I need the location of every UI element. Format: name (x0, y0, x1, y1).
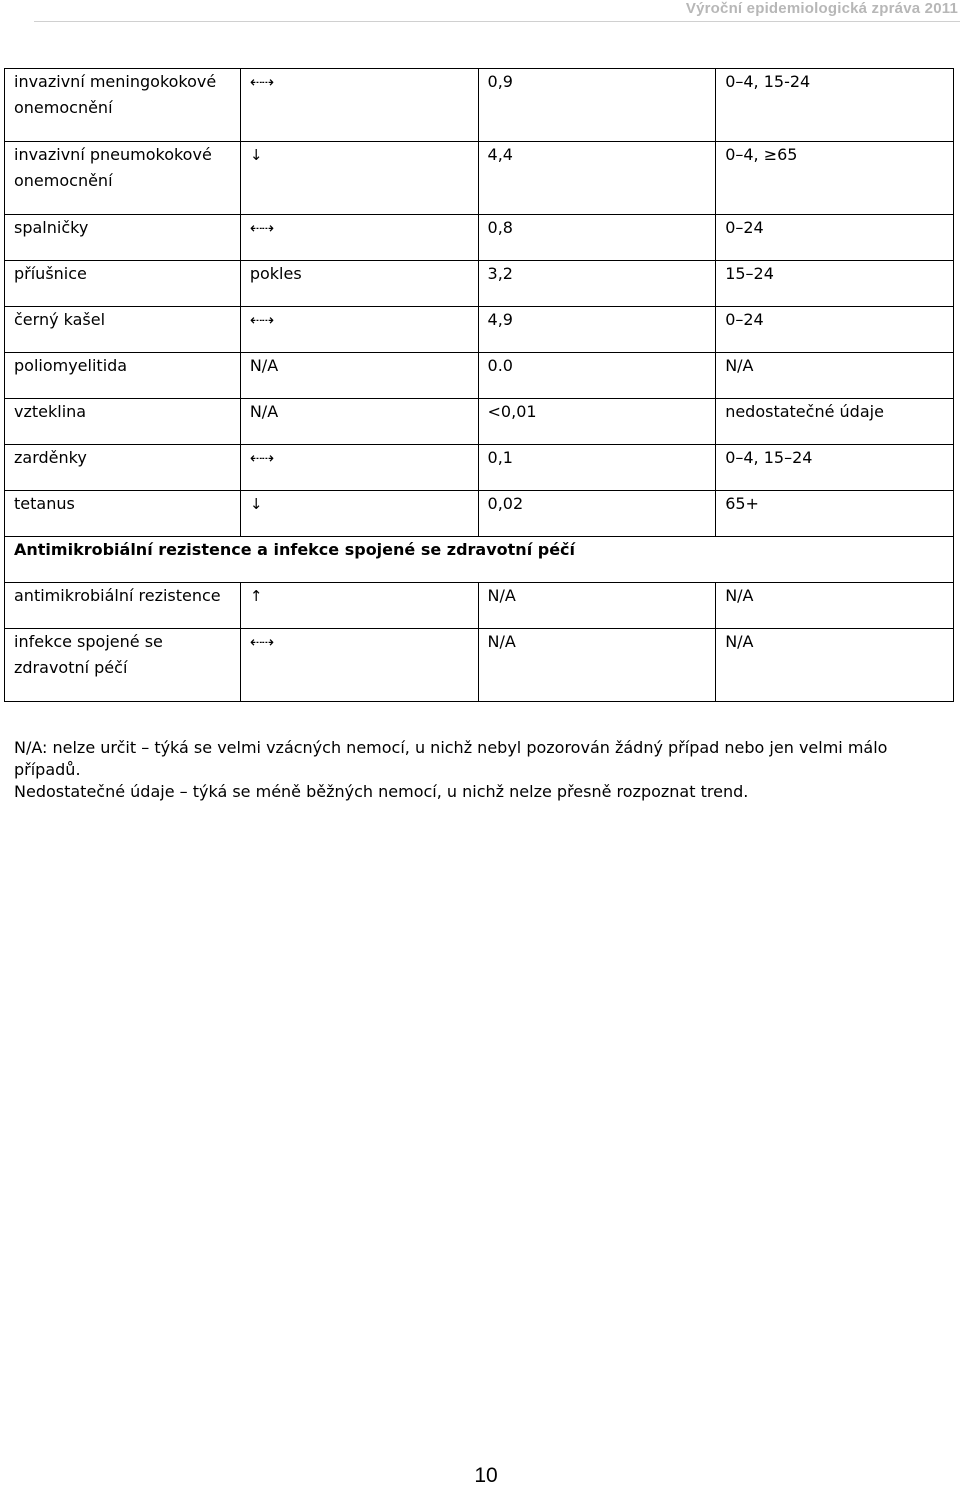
rate-value: 0,02 (487, 494, 524, 513)
age-group: 0–4, 15–24 (725, 448, 813, 467)
disease-name: invazivní pneumokokové onemocnění (14, 145, 212, 190)
age-group: 15–24 (725, 264, 774, 283)
disease-name: tetanus (14, 494, 75, 513)
disease-name: spalničky (14, 218, 89, 237)
table-row (5, 215, 954, 261)
trend-text: pokles (249, 264, 302, 283)
table-row (5, 629, 954, 702)
table-row (5, 69, 954, 142)
stable-arrow-icon: ⇠⇢ (249, 73, 273, 91)
disease-name: příušnice (14, 264, 87, 283)
rate-value: 0.0 (487, 356, 513, 375)
trend-text: N/A (249, 356, 279, 375)
header-divider (34, 21, 960, 22)
stable-arrow-icon: ⇠⇢ (249, 219, 273, 237)
stable-arrow-icon: ⇠⇢ (249, 633, 273, 651)
disease-name: černý kašel (14, 310, 106, 329)
age-group: N/A (725, 586, 754, 605)
disease-name: infekce spojené se zdravotní péčí (14, 632, 163, 677)
rate-value: N/A (487, 632, 516, 651)
table-row (5, 583, 954, 629)
down-arrow-icon: ↓ (249, 495, 262, 513)
table-notes (14, 737, 934, 803)
table-row (5, 353, 954, 399)
rate-value: 0,1 (487, 448, 513, 467)
rate-value: 3,2 (487, 264, 513, 283)
age-group: 0–24 (725, 218, 764, 237)
trend-text: N/A (249, 402, 279, 421)
rate-value: <0,01 (487, 402, 537, 421)
disease-name: antimikrobiální rezistence (14, 586, 221, 605)
age-group: nedostatečné údaje (725, 402, 884, 421)
age-group: 65+ (725, 494, 759, 513)
rate-value: N/A (487, 586, 516, 605)
rate-value: 0,8 (487, 218, 513, 237)
disease-name: poliomyelitida (14, 356, 128, 375)
table-row (5, 307, 954, 353)
insufficient-data-note: Nedostatečné údaje – týká se méně běžných nemocí, u nichž nelze přesně rozpoznat trend. (14, 782, 749, 801)
rate-value: 4,4 (487, 145, 513, 164)
disease-name: zarděnky (14, 448, 87, 467)
down-arrow-icon: ↓ (249, 146, 262, 164)
stable-arrow-icon: ⇠⇢ (249, 449, 273, 467)
age-group: N/A (725, 356, 754, 375)
page-number: 10 (474, 1464, 498, 1487)
table-row (5, 491, 954, 537)
table-row (5, 261, 954, 307)
age-group: N/A (725, 632, 754, 651)
age-group: 0–24 (725, 310, 764, 329)
table-row (5, 142, 954, 215)
table-row (5, 399, 954, 445)
rate-value: 4,9 (487, 310, 513, 329)
report-title: Výroční epidemiologická zpráva 2011 (685, 0, 958, 17)
up-arrow-icon: ↑ (249, 587, 262, 605)
section-heading: Antimikrobiální rezistence a infekce spojené se zdravotní péčí (14, 540, 576, 559)
age-group: 0–4, 15-24 (725, 72, 811, 91)
disease-name: vzteklina (14, 402, 87, 421)
epidemiology-table (4, 68, 954, 702)
table-row (5, 445, 954, 491)
stable-arrow-icon: ⇠⇢ (249, 311, 273, 329)
na-note: N/A: nelze určit – týká se velmi vzácných nemocí, u nichž nebyl pozorován žádný případ nebo jen velmi málo případů. (14, 738, 888, 779)
age-group: 0–4, ≥65 (725, 145, 798, 164)
section-heading-row (5, 537, 954, 583)
disease-name: invazivní meningokokové onemocnění (14, 72, 217, 117)
rate-value: 0,9 (487, 72, 513, 91)
